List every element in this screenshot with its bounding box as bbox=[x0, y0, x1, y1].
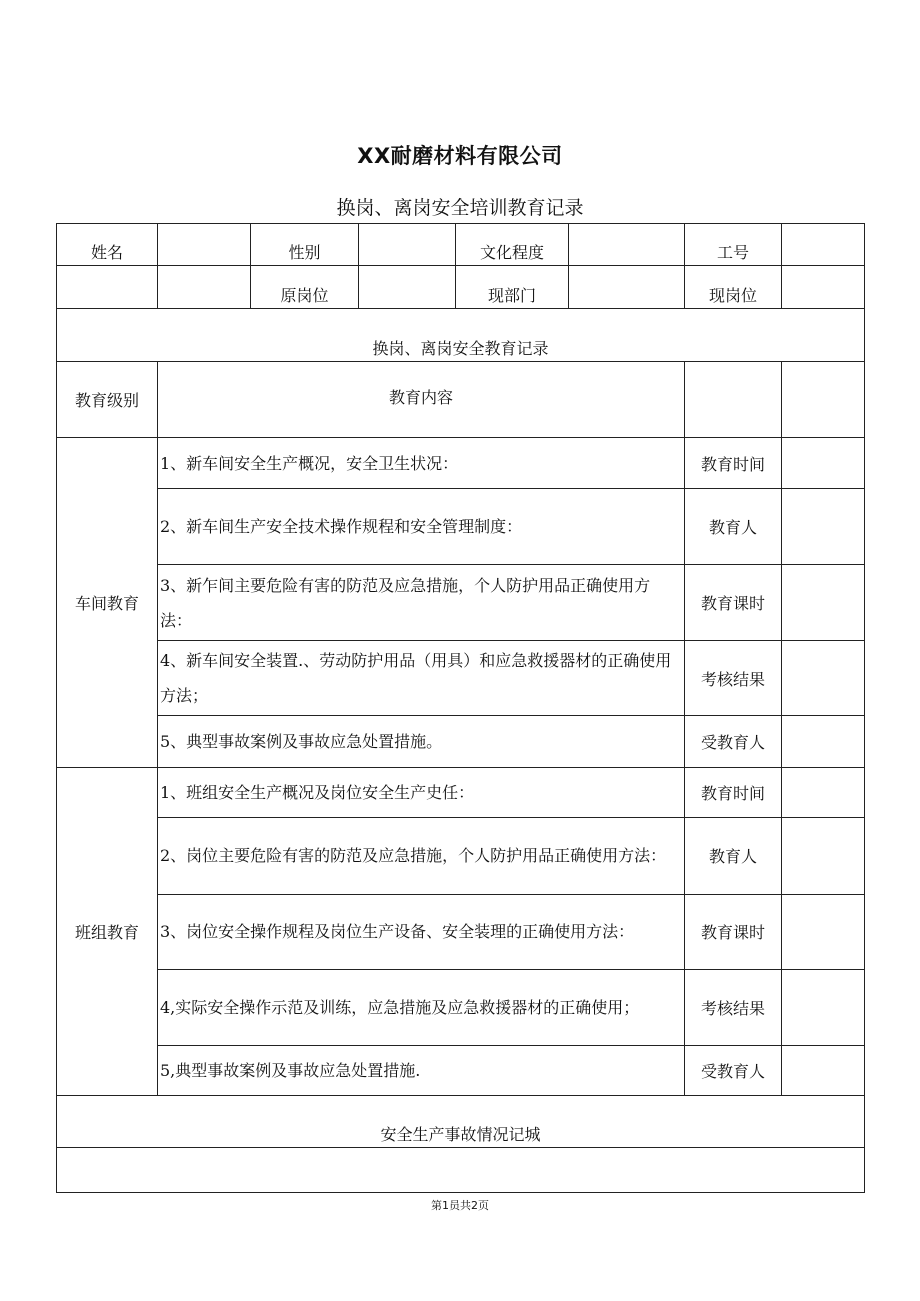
team-field-4: 考核结果 bbox=[685, 969, 782, 1045]
table-row bbox=[57, 438, 865, 489]
team-education-label: 班组教育 bbox=[57, 767, 158, 1095]
blank-cell[interactable] bbox=[57, 266, 158, 309]
blank-cell[interactable] bbox=[158, 266, 251, 309]
team-field-3: 教育课时 bbox=[685, 894, 782, 969]
team-content-2: 2、岗位主要危险有害的防范及应急措施，个人防护用品正确使用方法： bbox=[158, 817, 685, 894]
workshop-content-5: 5、典型事故案例及事故应急处置措施。 bbox=[158, 716, 685, 767]
team-value-3[interactable] bbox=[782, 894, 865, 969]
gender-label: 性别 bbox=[251, 224, 359, 266]
workshop-education-label: 车间教育 bbox=[57, 438, 158, 767]
name-label: 姓名 bbox=[57, 224, 158, 266]
team-content-4: 4,实际安全操作示范及训练，应急措施及应急救援器材的正确使用； bbox=[158, 969, 685, 1045]
table-row bbox=[57, 1045, 865, 1095]
table-row bbox=[57, 641, 865, 716]
workshop-value-3[interactable] bbox=[782, 565, 865, 641]
company-name: XX耐磨材料有限公司 bbox=[357, 144, 563, 168]
current-post-value[interactable] bbox=[782, 266, 865, 309]
record-section-row bbox=[57, 309, 865, 362]
workshop-content-3: 3、新乍间主要危险有害的防范及应急措施，个人防护用品正确使用方法： bbox=[158, 565, 685, 641]
team-content-1: 1、班组安全生产概况及岗位安全生产史任： bbox=[158, 767, 685, 817]
record-section-title: 换岗、离岗安全教育记录 bbox=[57, 309, 865, 362]
workshop-field-5: 受教育人 bbox=[685, 716, 782, 767]
info-row-1 bbox=[57, 224, 865, 266]
table-row bbox=[57, 894, 865, 969]
page-number: 第1员共2页 bbox=[431, 1199, 489, 1212]
original-post-value[interactable] bbox=[359, 266, 456, 309]
education-content-header: 教育内容 bbox=[158, 362, 685, 438]
table-row bbox=[57, 969, 865, 1045]
table-row bbox=[57, 767, 865, 817]
current-department-value[interactable] bbox=[569, 266, 685, 309]
education-level-value[interactable] bbox=[569, 224, 685, 266]
employee-id-value[interactable] bbox=[782, 224, 865, 266]
workshop-field-2: 教育人 bbox=[685, 489, 782, 565]
info-row-2 bbox=[57, 266, 865, 309]
accident-record-row bbox=[57, 1147, 865, 1192]
workshop-field-3: 教育课时 bbox=[685, 565, 782, 641]
original-post-label: 原岗位 bbox=[251, 266, 359, 309]
workshop-value-1[interactable] bbox=[782, 438, 865, 489]
workshop-content-4: 4、新车间安全装置.、劳动防护用品（用具）和应急救援器材的正确使用方法； bbox=[158, 641, 685, 716]
table-row bbox=[57, 489, 865, 565]
gender-value[interactable] bbox=[359, 224, 456, 266]
table-row bbox=[57, 817, 865, 894]
table-row bbox=[57, 565, 865, 641]
workshop-value-5[interactable] bbox=[782, 716, 865, 767]
blank-cell bbox=[685, 362, 782, 438]
team-content-5: 5,典型事故案例及事故应急处置措施. bbox=[158, 1045, 685, 1095]
workshop-value-2[interactable] bbox=[782, 489, 865, 565]
document-title: 换岗、离岗安全培训教育记录 bbox=[336, 197, 584, 219]
team-value-5[interactable] bbox=[782, 1045, 865, 1095]
table-row bbox=[57, 716, 865, 767]
team-value-1[interactable] bbox=[782, 767, 865, 817]
team-field-5: 受教育人 bbox=[685, 1045, 782, 1095]
workshop-content-2: 2、新车间生产安全技术操作规程和安全管理制度： bbox=[158, 489, 685, 565]
education-level-label: 文化程度 bbox=[456, 224, 569, 266]
team-value-2[interactable] bbox=[782, 817, 865, 894]
training-record-table bbox=[56, 223, 865, 1193]
team-field-2: 教育人 bbox=[685, 817, 782, 894]
education-level-header: 教育级别 bbox=[57, 362, 158, 438]
workshop-content-1: 1、新车间安全生产概况，安全卫生状况： bbox=[158, 438, 685, 489]
employee-id-label: 工号 bbox=[685, 224, 782, 266]
name-value[interactable] bbox=[158, 224, 251, 266]
accident-record-area[interactable] bbox=[57, 1147, 865, 1192]
current-department-label: 现部门 bbox=[456, 266, 569, 309]
blank-cell bbox=[782, 362, 865, 438]
team-value-4[interactable] bbox=[782, 969, 865, 1045]
workshop-field-1: 教育时间 bbox=[685, 438, 782, 489]
header-row bbox=[57, 362, 865, 438]
workshop-field-4: 考核结果 bbox=[685, 641, 782, 716]
accident-section-title: 安全生产事故情况记城 bbox=[57, 1095, 865, 1147]
current-post-label: 现岗位 bbox=[685, 266, 782, 309]
team-content-3: 3、岗位安全操作规程及岗位生产设备、安全装理的正确使用方法： bbox=[158, 894, 685, 969]
accident-section-row bbox=[57, 1095, 865, 1147]
team-field-1: 教育时间 bbox=[685, 767, 782, 817]
workshop-value-4[interactable] bbox=[782, 641, 865, 716]
